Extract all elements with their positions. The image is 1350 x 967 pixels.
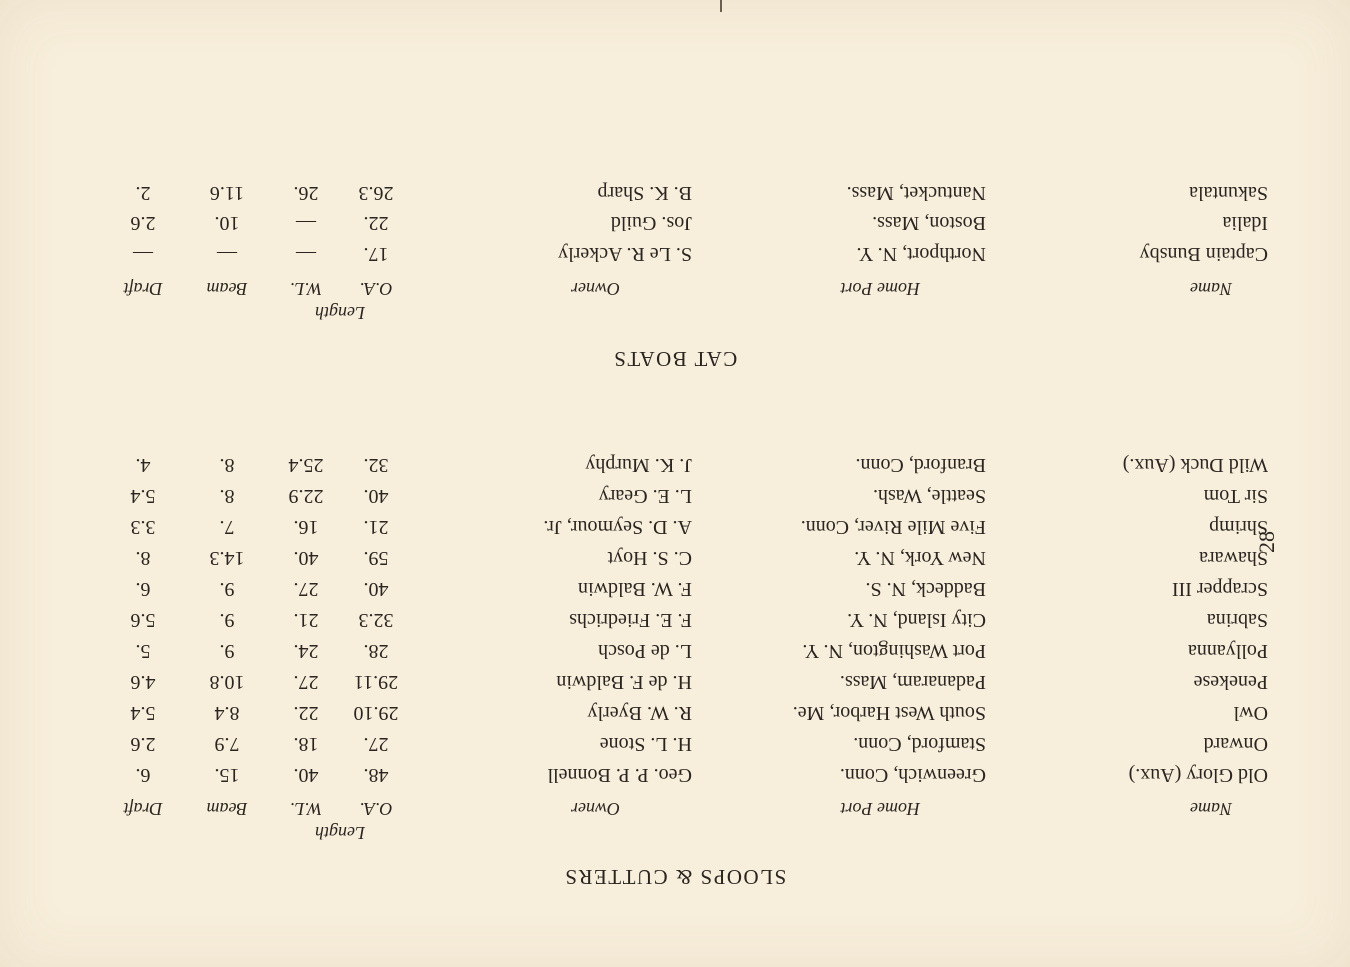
- cell-name: Idalia: [1222, 212, 1268, 235]
- sloops-title: SLOOPS & CUTTERS: [563, 865, 787, 889]
- cell-name: Scrapper III: [1171, 578, 1268, 600]
- col-header-name: Name: [1190, 799, 1232, 819]
- cell-owner: F. W. Baldwin: [578, 578, 692, 600]
- cell-wl: 27.: [293, 578, 319, 600]
- col-header-oa: O.A.: [359, 279, 393, 299]
- cell-owner: H. de F. Baldwin: [556, 671, 692, 693]
- cell-owner: F. E. Friedrichs: [569, 609, 692, 631]
- cell-name: Shawara: [1199, 547, 1268, 569]
- cell-home-port: Five Mile River, Conn.: [800, 516, 986, 538]
- cell-draft: 5.4: [130, 702, 156, 724]
- table-row: [0, 661, 1350, 693]
- cell-name: Captain Bunsby: [1139, 243, 1268, 265]
- cell-beam: 8.: [219, 454, 235, 476]
- cell-name: Owl: [1233, 702, 1268, 724]
- cell-home-port: Boston, Mass.: [872, 212, 986, 235]
- col-header-home-port: Home Port: [840, 799, 920, 819]
- cell-name: Penekese: [1193, 671, 1268, 693]
- col-header-home-port: Home Port: [840, 279, 920, 299]
- cell-home-port: Seattle, Wash.: [873, 485, 986, 507]
- col-header-wl: W.L.: [289, 799, 323, 819]
- col-header-beam: Beam: [206, 799, 248, 819]
- table-row: [0, 692, 1350, 724]
- cell-wl: 40.: [293, 764, 319, 786]
- cell-wl: 24.: [293, 640, 319, 662]
- cell-oa: 17.: [363, 243, 389, 265]
- col-header-name: Name: [1190, 279, 1232, 299]
- table-row: [0, 506, 1350, 538]
- cell-home-port: Stamford, Conn.: [853, 733, 986, 755]
- table-row: [0, 172, 1350, 204]
- table-row: [0, 475, 1350, 507]
- col-header-owner: Owner: [571, 279, 620, 299]
- cell-wl: 18.: [293, 733, 319, 755]
- cell-oa: 21.: [363, 516, 389, 538]
- cell-owner: C. S. Hoyt: [607, 547, 692, 569]
- sloops-header-row: [0, 787, 1350, 819]
- cell-oa: 28.: [363, 640, 389, 662]
- cell-home-port: Greenwich, Conn.: [839, 764, 986, 786]
- cell-beam: —: [217, 243, 237, 265]
- cell-home-port: Nantucket, Mass.: [846, 182, 986, 204]
- cell-oa: 59.: [363, 547, 389, 569]
- col-header-draft: Draft: [123, 799, 163, 819]
- cell-home-port: New York, N. Y.: [854, 547, 986, 569]
- cell-home-port: South West Harbor, Me.: [792, 702, 986, 724]
- cell-owner: L. E. Geary: [598, 485, 692, 507]
- cell-beam: 9.: [219, 640, 235, 662]
- cell-beam: 10.: [214, 212, 240, 235]
- col-header-beam: Beam: [206, 279, 248, 299]
- table-row: [0, 630, 1350, 662]
- cell-draft: —: [133, 243, 153, 265]
- col-header-owner: Owner: [571, 799, 620, 819]
- col-header-wl: W.L.: [289, 279, 323, 299]
- cell-home-port: Baddeck, N. S.: [865, 578, 986, 600]
- table-row: [0, 537, 1350, 569]
- cell-wl: 22.9: [288, 485, 324, 507]
- cell-name: Old Glory (Aux.): [1128, 764, 1268, 786]
- catboats-header-row: [0, 267, 1350, 299]
- cell-wl: 27.: [293, 671, 319, 693]
- cell-home-port: Padanaram, Mass.: [839, 671, 986, 693]
- cell-home-port: Branford, Conn.: [855, 454, 986, 476]
- cell-draft: 6.: [135, 578, 151, 600]
- cell-oa: 29.11: [353, 671, 399, 693]
- cell-oa: 40.: [363, 578, 389, 600]
- cell-name: Onward: [1203, 733, 1268, 755]
- cell-home-port: Port Washington, N. Y.: [802, 640, 986, 662]
- table-row: [0, 599, 1350, 631]
- cell-oa: 32.3: [358, 609, 394, 631]
- cell-owner: J. K. Murphy: [585, 454, 692, 476]
- cell-name: Wild Duck (Aux.): [1122, 454, 1268, 476]
- cell-draft: 2.6: [130, 733, 156, 755]
- cell-beam: 8.4: [214, 702, 240, 724]
- cell-beam: 7.: [219, 516, 235, 538]
- cell-wl: 26.: [293, 182, 319, 204]
- cell-oa: 40.: [363, 485, 389, 507]
- cell-draft: 2.6: [130, 212, 156, 235]
- cell-beam: 14.3: [209, 547, 245, 569]
- cell-beam: 9.: [219, 609, 235, 631]
- cell-wl: 21.: [293, 609, 319, 631]
- cell-wl: —: [296, 212, 316, 235]
- cell-draft: 4.: [135, 454, 151, 476]
- binding-mark: [720, 0, 722, 12]
- cell-beam: 15.: [214, 764, 240, 786]
- table-row: [0, 754, 1350, 786]
- sloops-length-label: Length: [314, 823, 365, 843]
- cell-beam: 7.9: [214, 733, 240, 755]
- cell-owner: H. L. Stone: [599, 733, 692, 755]
- cell-owner: Jos. Guild: [610, 212, 692, 235]
- cell-oa: 27.: [363, 733, 389, 755]
- cell-name: Shrimp: [1209, 516, 1268, 538]
- page-number: 28: [1254, 531, 1279, 553]
- cell-draft: 6.: [135, 764, 151, 786]
- cell-draft: 3.3: [130, 516, 156, 538]
- col-header-draft: Draft: [123, 279, 163, 299]
- cell-oa: 32.: [363, 454, 389, 476]
- cell-home-port: City Island, N. Y.: [847, 609, 986, 631]
- cell-name: Sabrina: [1206, 609, 1268, 631]
- cell-owner: B. K. Sharp: [597, 182, 692, 204]
- cell-beam: 11.6: [209, 182, 245, 204]
- table-row: [0, 203, 1350, 235]
- cell-name: Sir Tom: [1203, 485, 1268, 507]
- cell-draft: 8.: [135, 547, 151, 569]
- cell-owner: L. de Posch: [598, 640, 692, 662]
- cell-owner: A. D. Seymour, Jr.: [543, 516, 692, 538]
- cell-draft: 5.4: [130, 485, 156, 507]
- cell-wl: —: [296, 243, 316, 265]
- cell-name: Pollyanna: [1188, 640, 1268, 662]
- cell-draft: 2.: [135, 182, 151, 204]
- cell-draft: 5.6: [130, 609, 156, 631]
- table-row: [0, 568, 1350, 600]
- cell-beam: 10.8: [209, 671, 245, 693]
- catboats-length-label: Length: [314, 303, 365, 323]
- cell-draft: 4.6: [130, 671, 156, 693]
- cell-oa: 29.10: [353, 702, 399, 724]
- cell-wl: 40.: [293, 547, 319, 569]
- cell-wl: 25.4: [288, 454, 324, 476]
- cell-home-port: Northport, N. Y.: [856, 243, 986, 265]
- cell-owner: S. Le R. Ackerly: [558, 243, 692, 265]
- catboats-title: CAT BOATS: [612, 347, 738, 371]
- cell-wl: 22.: [293, 702, 319, 724]
- cell-draft: 5.: [135, 640, 151, 662]
- cell-wl: 16.: [293, 516, 319, 538]
- col-header-oa: O.A.: [359, 799, 393, 819]
- cell-oa: 22.: [363, 212, 389, 235]
- cell-name: Sakuntala: [1189, 182, 1268, 204]
- cell-oa: 48.: [363, 764, 389, 786]
- table-row: [0, 233, 1350, 265]
- cell-beam: 9.: [219, 578, 235, 600]
- table-row: [0, 444, 1350, 476]
- table-row: [0, 723, 1350, 755]
- cell-owner: Geo. P. P. Bonnell: [547, 764, 692, 786]
- cell-owner: R. W. Byerly: [587, 702, 692, 724]
- cell-oa: 26.3: [358, 182, 394, 204]
- cell-beam: 8.: [219, 485, 235, 507]
